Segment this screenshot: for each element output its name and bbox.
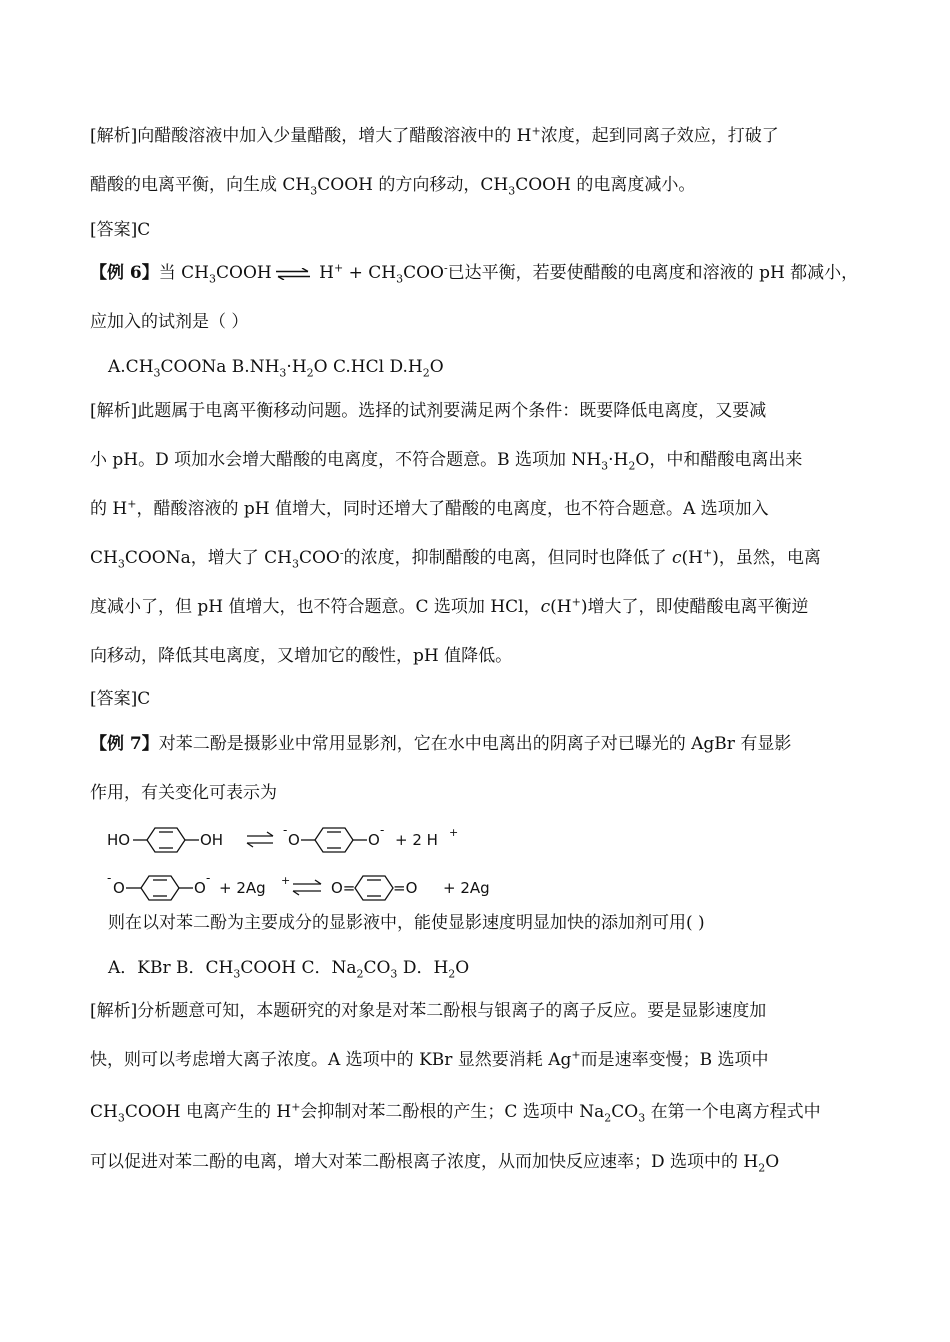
svg-text:HO: HO [107,831,131,849]
svg-text:OH: OH [200,831,224,849]
example-6-question-line-1: 【例 6】当 $CH_3COOH$ $H^+ + CH_3COO^-$已达平衡，若要使醋酸的电离度和溶液的 pH 都减小， [90,261,859,286]
svg-text:+ 2Ag: + 2Ag [443,879,490,897]
analysis-3-line-3: $CH_3COOH$ 电离产生的 H+会抑制对苯二酚根的产生；C 选项中 $Na_2CO_3$ 在第一个电离方程式中 [90,1100,821,1125]
equilibrium-arrow-icon [274,268,312,280]
example-7-question-line-1: 【例 7】对苯二酚是摄影业中常用显影剂，它在水中电离出的阴离子对已曝光的 AgBr 有显影 [90,734,792,754]
svg-text:O: O [368,831,380,849]
analysis-2-line-4: $CH_3COONa$，增大了 $CH_3COO^-$的浓度，抑制醋酸的电离，但同时也降低了 c(H+)，虽然，电离 [90,546,821,571]
analysis-3-line-4: 可以促进对苯二酚的电离，增大对苯二酚根离子浓度，从而加快反应速率；D 选项中的 $H_2O$ [90,1152,780,1175]
svg-text:-: - [206,871,211,885]
analysis-1-line-1: [解析]向醋酸溶液中加入少量醋酸，增大了醋酸溶液中的 H+浓度，起到同离子效应，打破了 [90,124,779,146]
analysis-3-line-1: [解析]分析题意可知，本题研究的对象是对苯二酚根与银离子的离子反应。要是显影速度加 [90,1001,767,1021]
example-7-question-line-3: 则在以对苯二酚为主要成分的显影液中，能使显影速度明显加快的添加剂可用( ) [108,913,705,933]
redox-equation-2 [105,868,525,906]
analysis-2-line-2: 小 pH。D 项加水会增大醋酸的电离度，不符合题意。B 选项加 $NH_3\cdot H_2O$，中和醋酸电离出来 [90,450,803,473]
answer-1: [答案]C [90,220,151,240]
svg-text:O: O [194,879,206,897]
ionization-equation-1 [105,820,485,858]
svg-text:+ 2Ag: + 2Ag [219,879,266,897]
svg-text:+: + [449,826,459,839]
svg-text:O=: O= [331,879,356,897]
svg-text:=O: =O [393,879,418,897]
svg-text:-: - [107,871,112,885]
answer-2: [答案]C [90,689,151,709]
example-7-question-line-2: 作用，有关变化可表示为 [90,783,277,803]
analysis-3-line-2: 快，则可以考虑增大离子浓度。A 选项中的 KBr 显然要消耗 Ag+而是速率变慢；B 选项中 [90,1048,769,1070]
analysis-2-line-5: 度减小了，但 pH 值增大，也不符合题意。C 选项加 HCl，c(H+)增大了，即使醋酸电离平衡逆 [90,595,809,617]
svg-text:+: + [281,874,291,887]
equilibrium-arrow-icon [247,832,273,847]
svg-text:-: - [283,823,288,837]
analysis-2-line-3: 的 H+，醋酸溶液的 pH 值增大，同时还增大了醋酸的电离度，也不符合题意。A 选项加入 [90,497,769,519]
svg-text:O: O [113,879,125,897]
equilibrium-arrow-icon [293,880,321,895]
svg-text:O: O [288,831,300,849]
example-6-options: $A.CH_3COONa$ $B.NH_3\cdot H_2O$ C.HCl $D.H_2O$ [108,357,444,380]
example-6-question-line-2: 应加入的试剂是（ ） [90,312,249,332]
analysis-2-line-6: 向移动，降低其电离度，又增加它的酸性，pH 值降低。 [90,646,513,666]
example-7-options: A．KBr B．$CH_3COOH$ C．$Na_2CO_3$ D．$H_2O$ [108,958,470,981]
analysis-2-line-1: [解析]此题属于电离平衡移动问题。选择的试剂要满足两个条件：既要降低电离度，又要减 [90,401,767,421]
svg-text:+ 2 H: + 2 H [395,831,438,849]
analysis-1-line-2: 醋酸的电离平衡，向生成 $CH_3COOH$ 的方向移动，$CH_3COOH$ 的电离度减小。 [90,175,696,198]
svg-text:-: - [380,823,385,837]
